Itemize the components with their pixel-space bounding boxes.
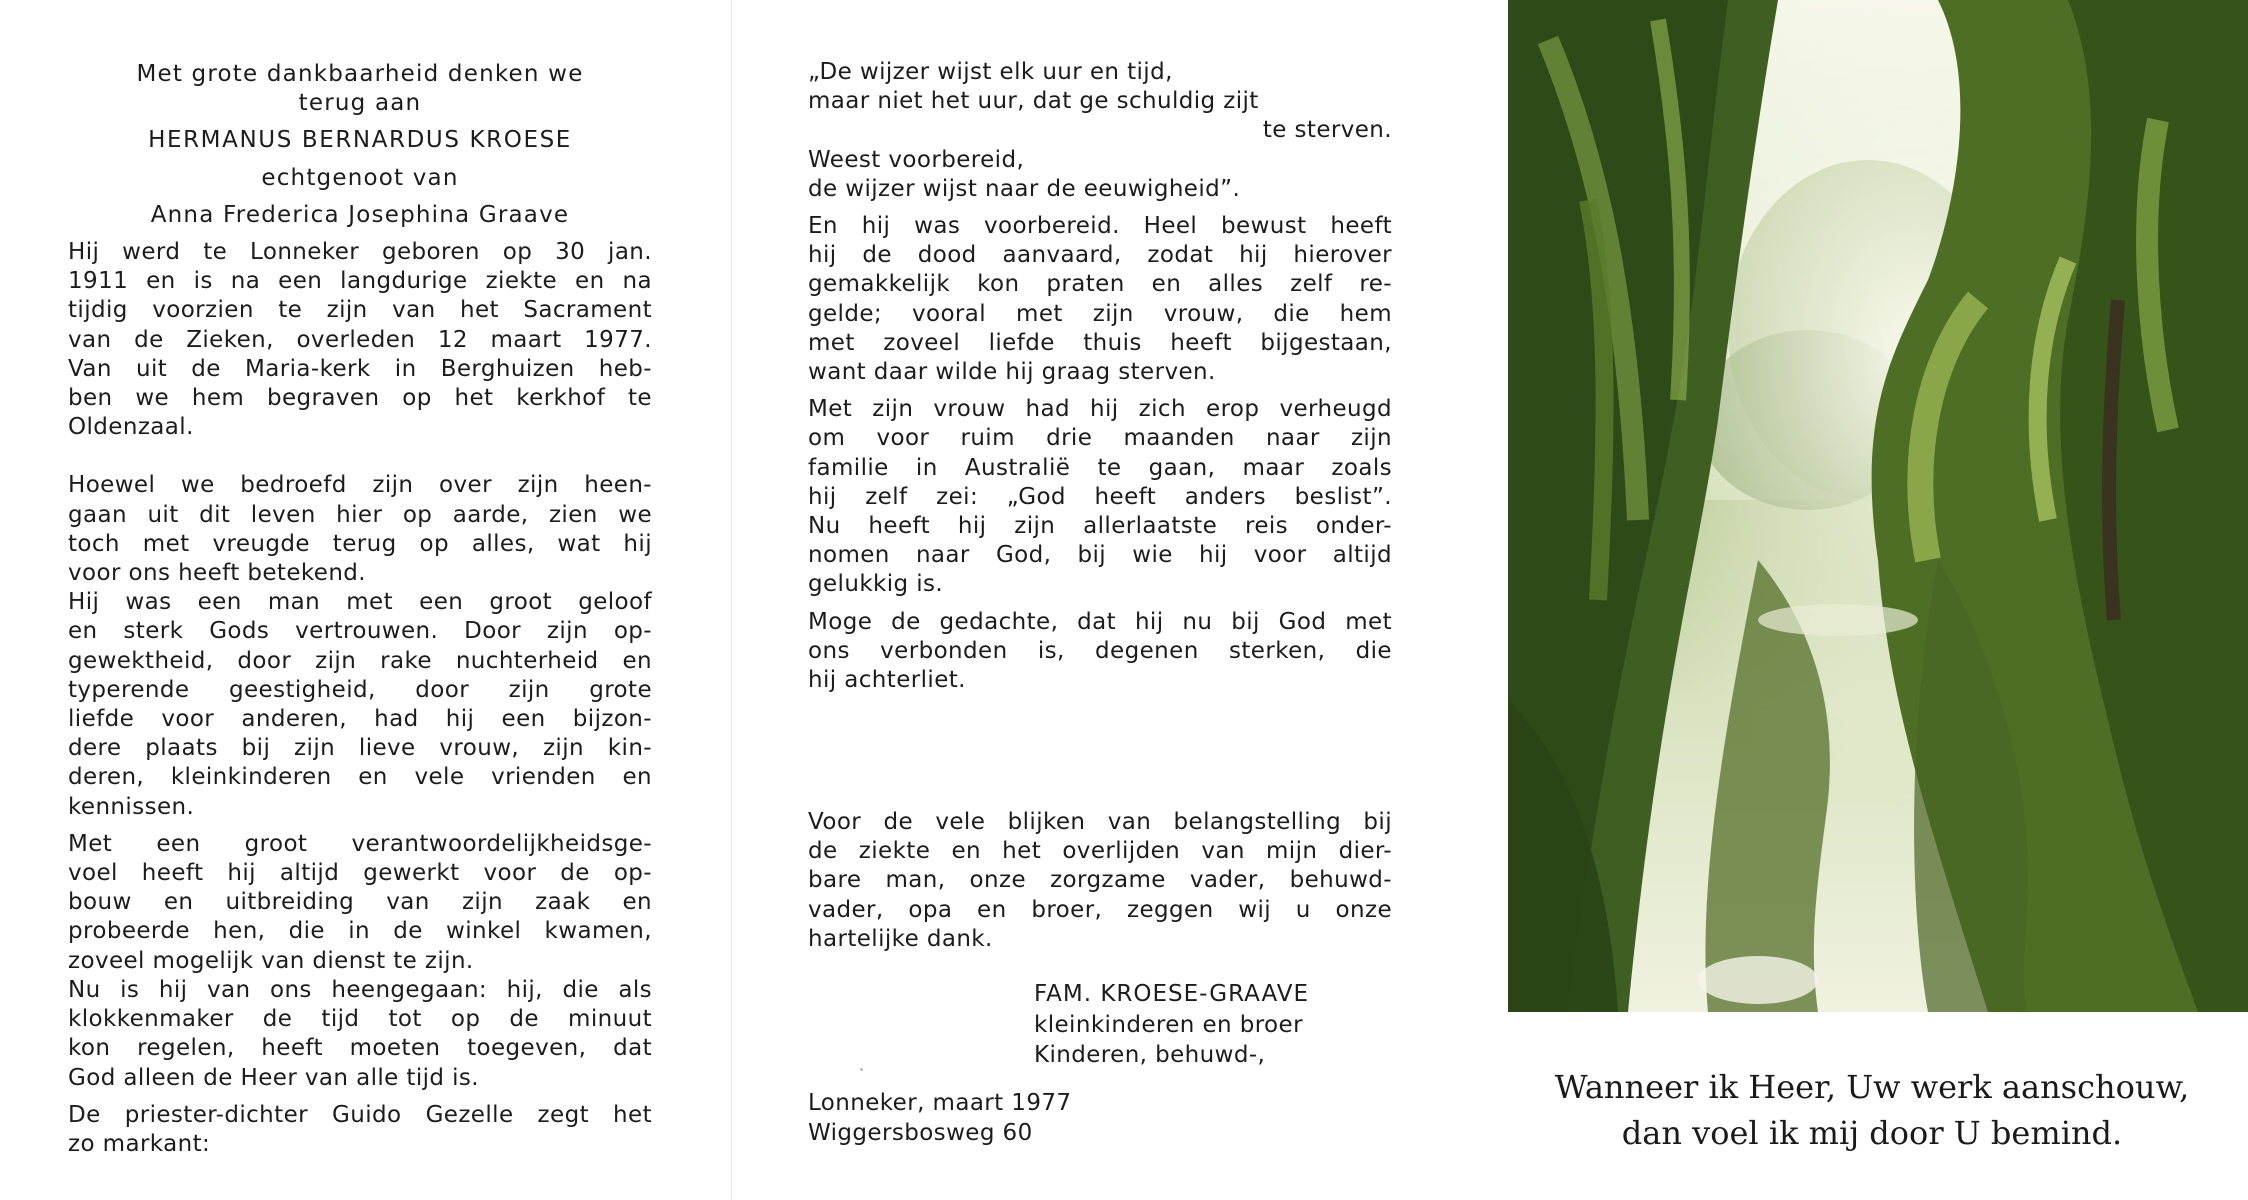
text-line: dere plaats bij zijn lieve vrouw, zijn kin- — [68, 735, 652, 762]
prepared-paragraph — [808, 212, 1392, 387]
text-line: gemakkelijk kon praten en alles zelf re- — [808, 271, 1392, 298]
place-and-date — [808, 1088, 1208, 1148]
text-line: God alleen de Heer van alle tijd is. — [68, 1064, 480, 1091]
text-line: liefde voor anderen, had hij een bijzon- — [68, 706, 652, 733]
text-line: van de Zieken, overleden 12 maart 1977. — [68, 326, 652, 353]
text-line: Nu heeft hij zijn allerlaatste reis onder- — [808, 513, 1392, 540]
text-line: gelde; vooral met zijn vrouw, die hem — [808, 300, 1392, 327]
text-line: ben we hem begraven op het kerkhof te — [68, 385, 652, 412]
text-line: Met een groot verantwoordelijkheidsge- — [68, 830, 652, 857]
text-line: Hoewel we bedroefd zijn over zijn heen- — [68, 472, 652, 499]
text-line: Van uit de Maria-kerk in Berghuizen heb- — [68, 355, 652, 382]
text-line: hij achterliet. — [808, 667, 966, 694]
text-line: bouw en uitbreiding van zijn zaak en — [68, 889, 652, 916]
biography-paragraph — [68, 238, 652, 442]
text-line: zoveel mogelijk van dienst te zijn. — [68, 947, 474, 974]
verse-line: dan voel ik mij door U bemind. — [1621, 1114, 2123, 1152]
text-line: met zoveel liefde thuis heeft bijgestaan, — [808, 329, 1392, 356]
text-line: Voor de vele blijken van belangstelling bij — [808, 809, 1392, 835]
poem-line: maar niet het uur, dat ge schuldig zijt — [808, 88, 1259, 115]
relation-text: echtgenoot van — [261, 164, 459, 191]
text-line: kon regelen, heeft moeten toegeven, dat — [68, 1035, 652, 1062]
text-line: bare man, onze zorgzame vader, behuwd- — [808, 867, 1392, 894]
text-line: ons verbonden is, degenen sterken, die — [808, 637, 1392, 664]
text-line: en sterk Gods vertrouwen. Door zijn op- — [68, 618, 652, 645]
gezelle-intro-paragraph — [68, 1101, 652, 1159]
text-line: Moge de gedachte, dat hij nu bij God met — [808, 608, 1392, 635]
verse-line: Wanneer ik Heer, Uw werk aanschouw, — [1554, 1068, 2190, 1106]
poem-line: Weest voorbereid, — [808, 146, 1025, 173]
text-line: gaan uit dit leven hier op aarde, zien we — [68, 501, 652, 528]
paper-speck — [860, 1068, 863, 1071]
left-panel-text — [68, 60, 652, 1159]
text-line: familie in Australië te gaan, maar zoals — [808, 454, 1392, 481]
text-line: zo markant: — [68, 1130, 211, 1157]
text-line: om voor ruim drie maanden naar zijn — [808, 425, 1392, 452]
intro-line-2: terug aan — [298, 90, 422, 117]
text-line: hij de dood aanvaard, zodat hij hierover — [808, 242, 1392, 269]
poem-line: de wijzer wijst naar de eeuwigheid”. — [808, 175, 1241, 202]
text-line: tijdig voorzien te zijn van het Sacrament — [68, 297, 652, 324]
text-line: klokkenmaker de tijd tot op de minuut — [68, 1006, 652, 1033]
text-line: kennissen. — [68, 793, 195, 820]
text-line: De priester-dichter Guido Gezelle zegt het — [68, 1101, 652, 1128]
text-line: hartelijke dank. — [808, 925, 993, 952]
intro-line-1: Met grote dankbaarheid denken we — [136, 61, 584, 87]
closing-verse — [1510, 1064, 2234, 1156]
signature-family-name: FAM. KROESE-GRAAVE — [1034, 981, 1310, 1007]
address-line: Wiggersbosweg 60 — [808, 1120, 1033, 1146]
signature-line: kleinkinderen en broer — [1034, 1011, 1303, 1038]
text-line: voor ons heeft betekend. — [68, 560, 367, 587]
work-paragraph — [68, 830, 652, 1093]
text-line: toch met vreugde terug op alles, wat hij — [68, 530, 652, 557]
text-line: Nu is hij van ons heengegaan: hij, die als — [68, 976, 652, 1003]
text-line: En hij was voorbereid. Heel bewust heeft — [808, 213, 1392, 240]
text-line: 1911 en is na een langdurige ziekte en na — [68, 268, 652, 295]
willow-pond-photo — [1508, 0, 2248, 1012]
australia-paragraph — [808, 395, 1392, 599]
text-line: want daar wilde hij graag sterven. — [808, 359, 1216, 386]
text-line: voel heeft hij altijd gewerkt voor de op- — [68, 860, 652, 887]
text-line: Met zijn vrouw had hij zich erop verheugd — [808, 396, 1392, 423]
text-line: vader, opa en broer, zeggen wij u onze — [808, 896, 1392, 923]
text-line: Hij was een man met een groot geloof — [68, 589, 652, 616]
text-line: gewektheid, door zijn rake nuchterheid en — [68, 647, 652, 674]
text-line: Oldenzaal. — [68, 414, 194, 441]
text-line: typerende geestigheid, door zijn grote — [68, 676, 652, 703]
place-date-line: Lonneker, maart 1977 — [808, 1090, 1072, 1116]
text-line: gelukkig is. — [808, 571, 944, 598]
poem-line: te sterven. — [1262, 117, 1392, 144]
consolation-paragraph — [808, 608, 1392, 696]
text-line: Hij werd te Lonneker geboren op 30 jan. — [68, 239, 652, 266]
remembrance-paragraph — [68, 471, 652, 821]
signature-line: Kinderen, behuwd-, — [1034, 1042, 1266, 1068]
text-line: nomen naar God, bij wie hij voor altijd — [808, 542, 1392, 569]
text-line: de ziekte en het overlijden van mijn dier- — [808, 838, 1392, 865]
spouse-name: Anna Frederica Josephina Graave — [150, 201, 570, 228]
text-line: deren, kleinkinderen en vele vrienden en — [68, 764, 652, 791]
text-line: probeerde hen, die in de winkel kwamen, — [68, 918, 652, 945]
middle-panel-text — [808, 58, 1392, 695]
family-signature — [1034, 979, 1394, 1071]
text-line: hij zelf zei: „God heeft anders beslist”. — [808, 483, 1392, 510]
poem-line: „De wijzer wijst elk uur en tijd, — [808, 59, 1173, 85]
thanks-paragraph — [808, 808, 1392, 954]
thanks-text — [808, 808, 1392, 954]
deceased-name: HERMANUS BERNARDUS KROESE — [148, 127, 572, 154]
